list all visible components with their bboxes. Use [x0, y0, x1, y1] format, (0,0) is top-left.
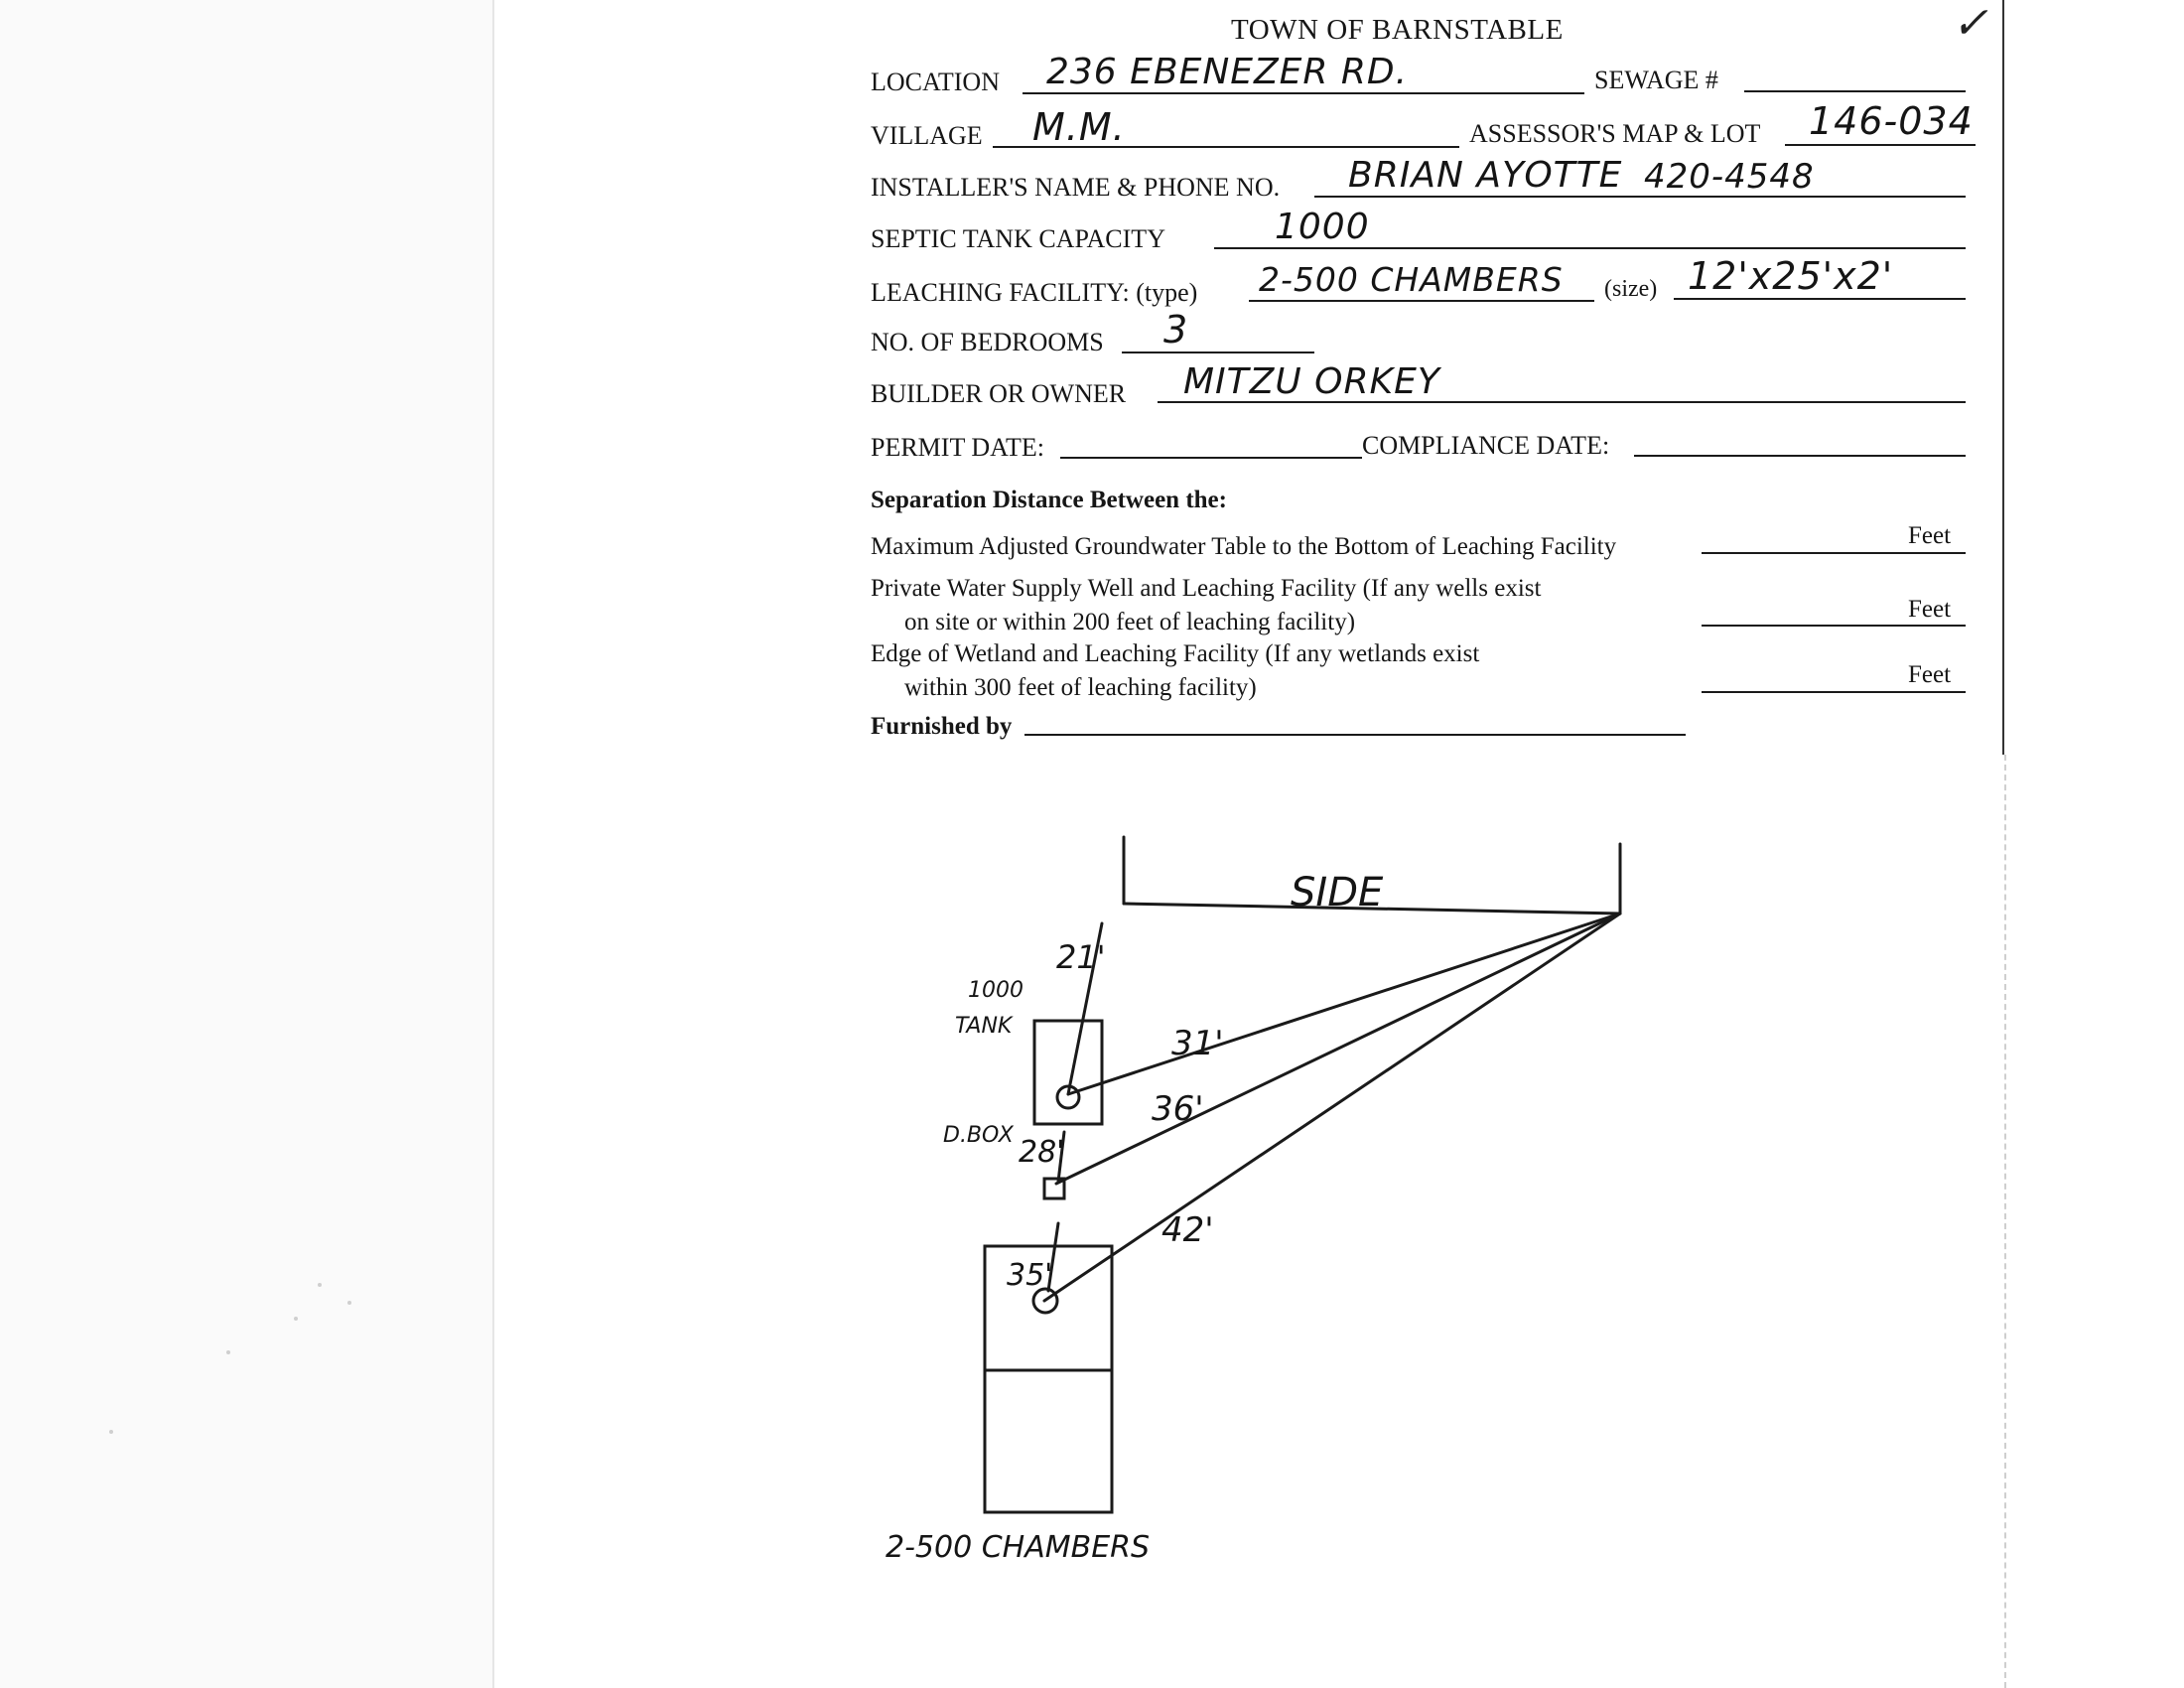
distance-42-label: 42'	[1161, 1210, 1214, 1250]
location-value[interactable]: 236 EBENEZER RD.	[1046, 52, 1409, 92]
distance-28-label: 28'	[1019, 1135, 1065, 1170]
bedrooms-value[interactable]: 3	[1163, 308, 1189, 352]
installer-label: INSTALLER'S NAME & PHONE NO.	[871, 173, 1281, 202]
installer-name-value[interactable]: BRIAN AYOTTE	[1348, 155, 1623, 196]
permit-date-label: PERMIT DATE:	[871, 433, 1045, 462]
groundwater-feet-unit: Feet	[1908, 522, 1952, 549]
distance-31-label: 31'	[1171, 1024, 1224, 1063]
tank-to-corner-line	[1068, 914, 1620, 1094]
owner-label: BUILDER OR OWNER	[871, 379, 1127, 408]
side-label: SIDE	[1291, 870, 1384, 915]
distance-35-label: 35'	[1007, 1258, 1053, 1293]
separation-row-wetland-line1: Edge of Wetland and Leaching Facility (If any wetlands exist	[871, 640, 1480, 667]
sewage-label: SEWAGE #	[1594, 66, 1718, 94]
tank-label-2: TANK	[955, 1014, 1013, 1039]
form-title: TOWN OF BARNSTABLE	[1231, 14, 1564, 46]
furnished-by-label: Furnished by	[871, 713, 1013, 740]
distance-21-label: 21'	[1056, 938, 1106, 976]
chambers-label: 2-500 CHAMBERS	[886, 1530, 1151, 1565]
owner-value[interactable]: MITZU ORKEY	[1183, 361, 1440, 402]
separation-row-wetland-line2: within 300 feet of leaching facility)	[904, 674, 1257, 701]
compliance-date-label: COMPLIANCE DATE:	[1362, 431, 1610, 460]
assessor-label: ASSESSOR'S MAP & LOT	[1469, 119, 1761, 148]
location-label: LOCATION	[871, 68, 1000, 96]
leaching-size-value[interactable]: 12'x25'x2'	[1688, 254, 1894, 298]
village-label: VILLAGE	[871, 121, 983, 150]
village-value[interactable]: M.M.	[1032, 105, 1126, 149]
assessor-value[interactable]: 146-034	[1809, 99, 1974, 143]
separation-row-well-line2: on site or within 200 feet of leaching facility)	[904, 609, 1356, 635]
septic-capacity-label: SEPTIC TANK CAPACITY	[871, 224, 1165, 253]
dbox-to-corner-line	[1056, 914, 1620, 1184]
bedrooms-label: NO. OF BEDROOMS	[871, 328, 1104, 356]
leaching-size-label: (size)	[1604, 276, 1658, 302]
dbox-label: D.BOX	[943, 1123, 1014, 1148]
well-feet-unit: Feet	[1908, 596, 1952, 623]
separation-row-well-line1: Private Water Supply Well and Leaching Facility (If any wells exist	[871, 575, 1542, 602]
check-mark-icon: ✓	[1952, 0, 1988, 48]
leaching-type-label: LEACHING FACILITY: (type)	[871, 278, 1198, 307]
tank-label-1: 1000	[968, 978, 1024, 1003]
leaching-type-value[interactable]: 2-500 CHAMBERS	[1259, 260, 1564, 299]
distance-36-label: 36'	[1152, 1089, 1204, 1129]
separation-title: Separation Distance Between the:	[871, 487, 1227, 513]
installer-phone-value[interactable]: 420-4548	[1644, 157, 1815, 197]
chambers-to-corner-line	[1044, 914, 1620, 1301]
wetland-feet-unit: Feet	[1908, 661, 1952, 688]
separation-row-groundwater-text: Maximum Adjusted Groundwater Table to the Bottom of Leaching Facility	[871, 533, 1617, 560]
septic-capacity-value[interactable]: 1000	[1275, 207, 1370, 247]
